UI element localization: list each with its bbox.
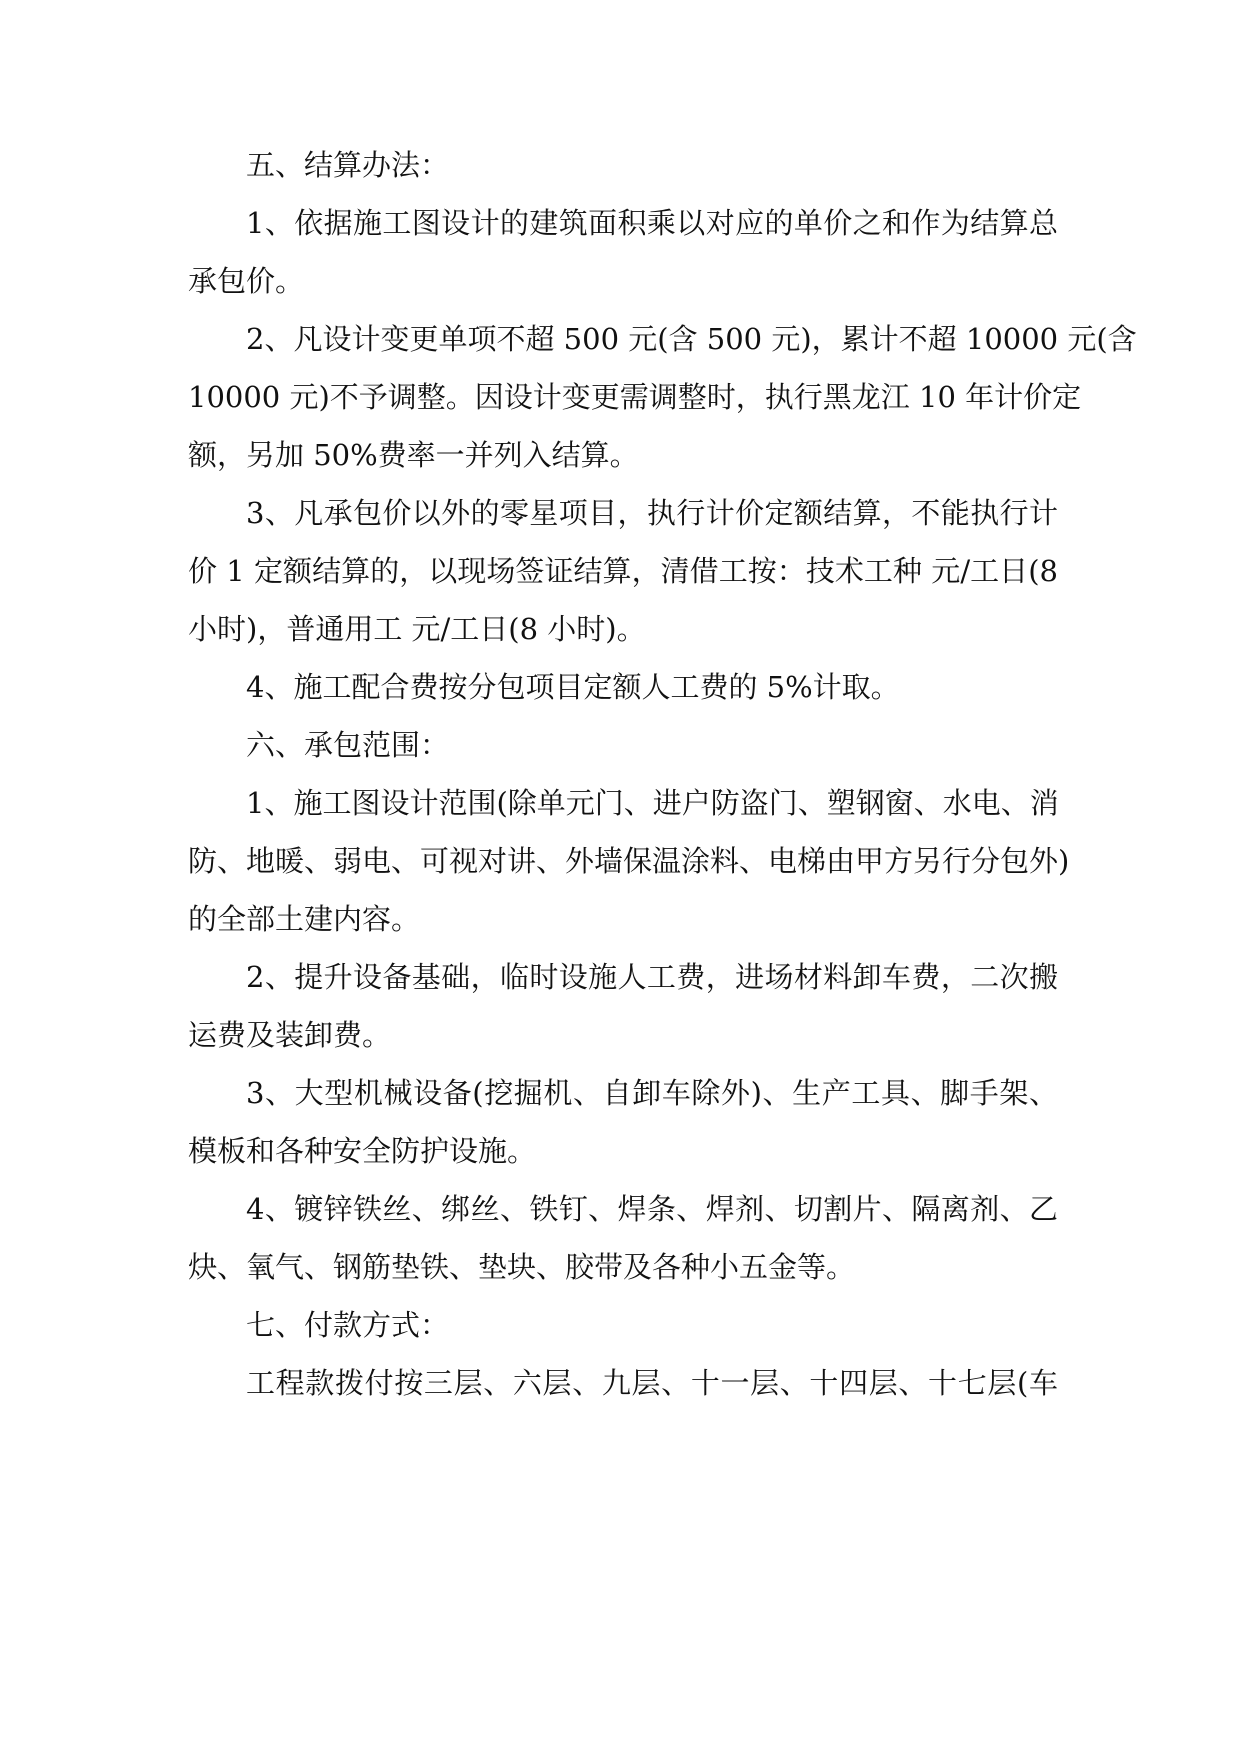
paragraph-line: 模板和各种安全防护设施。 [188,1134,537,1168]
paragraph-line: 1、施工图设计范围(除单元门、进户防盗门、塑钢窗、水电、消 [246,786,1059,820]
paragraph-line: 防、地暖、弱电、可视对讲、外墙保温涂料、电梯由甲方另行分包外) [188,844,1070,878]
section-heading-scope: 六、承包范围： [246,728,450,762]
paragraph-line: 10000 元)不予调整。因设计变更需调整时，执行黑龙江 10 年计价定 [188,380,1082,414]
paragraph-line: 的全部土建内容。 [188,902,421,936]
section-heading-settlement: 五、结算办法： [246,148,450,182]
paragraph-line: 运费及装卸费。 [188,1018,392,1052]
section-heading-payment: 七、付款方式： [246,1308,450,1342]
paragraph-line: 2、提升设备基础，临时设施人工费，进场材料卸车费，二次搬 [246,960,1058,994]
paragraph-line: 4、镀锌铁丝、绑丝、铁钉、焊条、焊剂、切割片、隔离剂、乙 [246,1192,1058,1226]
paragraph-line: 1、依据施工图设计的建筑面积乘以对应的单价之和作为结算总 [246,206,1058,240]
paragraph-line: 额，另加 50%费率一并列入结算。 [188,438,639,472]
paragraph-line: 炔、氧气、钢筋垫铁、垫块、胶带及各种小五金等。 [188,1250,856,1284]
paragraph-line: 4、施工配合费按分包项目定额人工费的 5%计取。 [246,670,900,704]
paragraph-line: 小时)，普通用工 元/工日(8 小时)。 [188,612,646,646]
paragraph-line: 2、凡设计变更单项不超 500 元(含 500 元)，累计不超 10000 元(含 [246,322,1137,356]
paragraph-line: 3、凡承包价以外的零星项目，执行计价定额结算，不能执行计 [246,496,1058,530]
paragraph-line: 价 1 定额结算的，以现场签证结算，清借工按：技术工种 元/工日(8 [188,554,1058,588]
paragraph-line: 承包价。 [188,264,305,298]
paragraph-line: 3、大型机械设备(挖掘机、自卸车除外)、生产工具、脚手架、 [246,1076,1058,1110]
paragraph-line: 工程款拨付按三层、六层、九层、十一层、十四层、十七层(车 [246,1366,1058,1400]
